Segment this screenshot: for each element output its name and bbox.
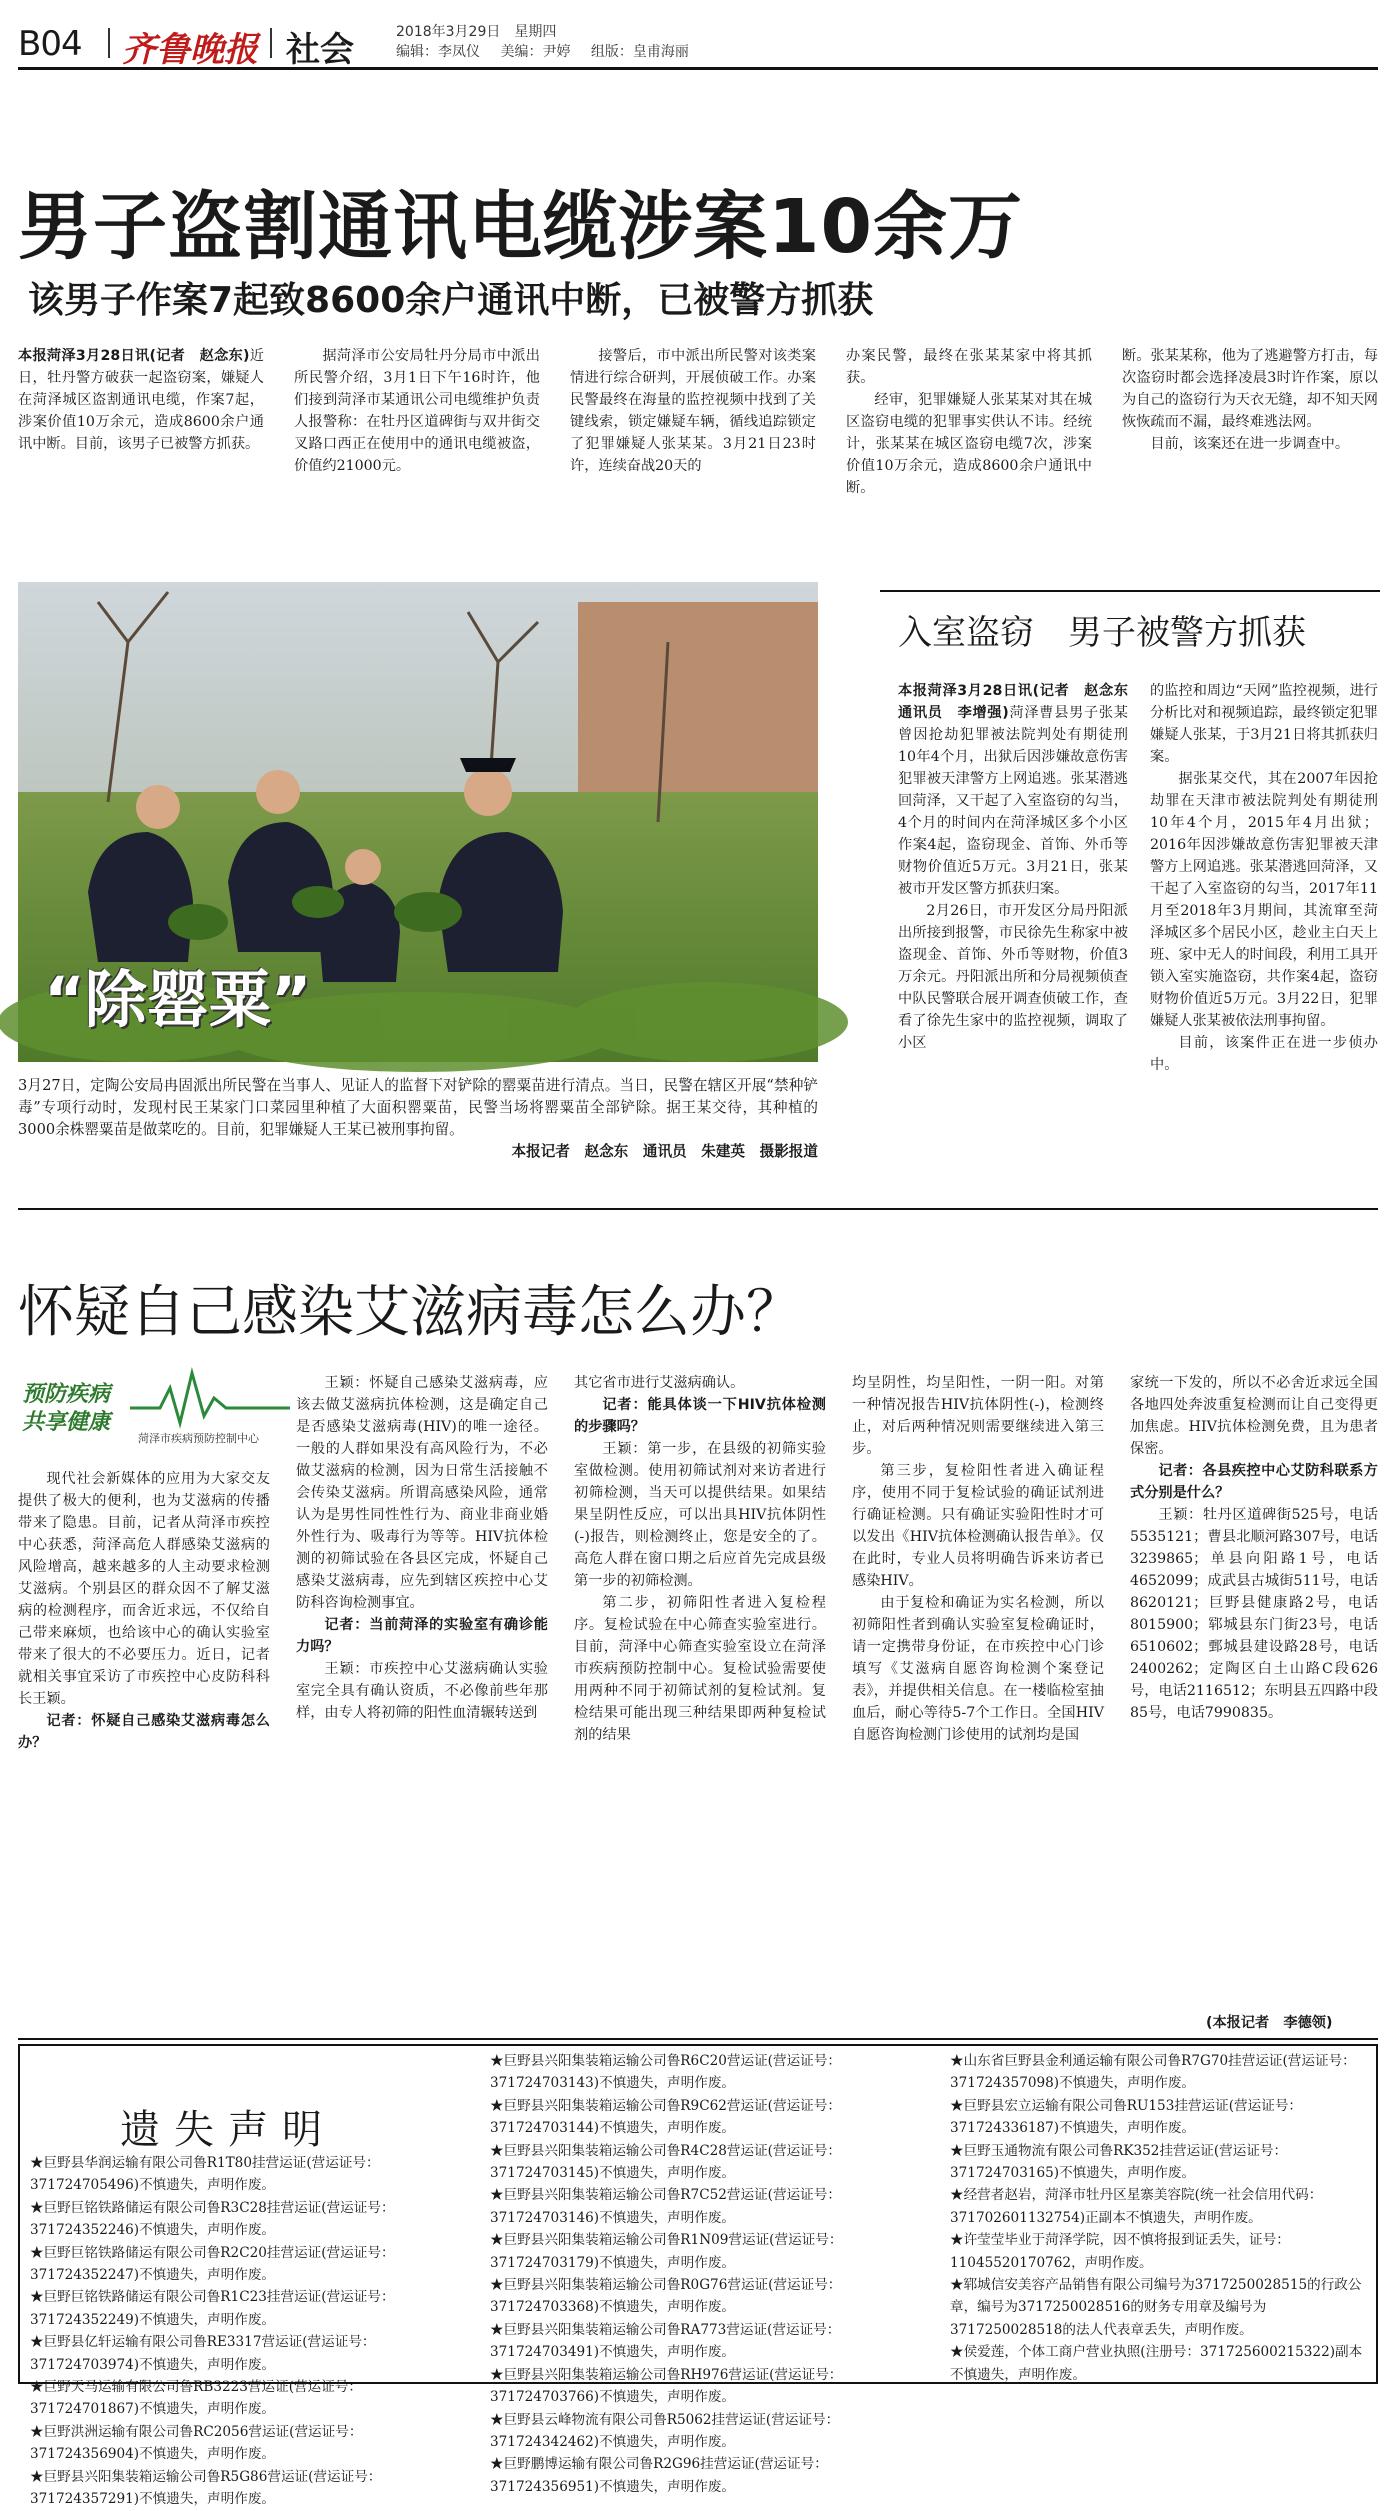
page-number: B04 <box>18 24 82 64</box>
story3-text: 其它省市进行艾滋病确认。 <box>574 1375 745 1391</box>
lost-notice-item: ★郓城信安美容产品销售有限公司编号为371725002851​5的行政公章，编号为371725002851​6的财务专用章及编号为371725002851​8的法人代表章丢失，声明作废。 <box>950 2277 1362 2338</box>
story1-byline: 本报菏泽3月28日讯(记者 赵念东) <box>18 348 250 364</box>
story1-column-2 <box>294 345 540 477</box>
lost-notice-item: ★许莹莹毕业于菏泽学院，因不慎将报到证丢失，证号：11045520170762，声明作废。 <box>950 2232 1290 2271</box>
story1-column-3 <box>570 345 816 477</box>
lost-notice-item: ★巨野巨铭铁路储运有限公司鲁R3C28挂营运证(营运证号：371724352246)不慎遗失，声明作废。 <box>30 2199 395 2239</box>
lost-notices-column-2 <box>490 2050 920 2498</box>
caption-text: 3月27日，定陶公安局冉固派出所民警在当事人、见证人的监督下对铲除的罂粟苗进行清点。当日，民警在辖区开展“禁种铲毒”专项行动时，发现村民王某家门口菜园里种植了大面积罂粟苗，民警当场将罂粟苗全部铲除。据王某交待，其种植的3000余株罂粟苗是做菜吃的。目前，犯罪嫌疑人王某已被刑事拘留。 <box>18 1077 818 1138</box>
story2-byline: 本报菏泽3月28日讯(记者 赵念东 通讯员 李增强) <box>898 683 1143 721</box>
story2-column-1 <box>898 680 1143 1054</box>
lost-notices-column-1 <box>30 2152 460 2511</box>
art-credit: 美编：尹婷 <box>500 44 571 60</box>
story2-column-2 <box>1150 680 1378 1076</box>
photo-caption <box>18 1075 818 1163</box>
masthead <box>18 20 1378 70</box>
story3-text: 王颖：怀疑自己感染艾滋病毒，应该去做艾滋病抗体检测，这是确定自己是否感染艾滋病毒(HIV)的唯一途径。一般的人群如果没有高风险行为，不必做艾滋病的检测，因为日常生活接触不会传染艾滋病。所谓高感染风险，通常认为是男性同性性行为、商业非商业婚外性行为、吸毒行为等等。HIV抗体检测的初筛试验在各县区完成，怀疑自己感染艾滋病毒，应先到辖区疾控中心艾防科咨询检测事宜。 <box>296 1375 548 1611</box>
heartbeat-icon <box>130 1368 290 1428</box>
story1-text: 断。张某某称，他为了逃避警方打击，每次盗窃时都会选择凌晨3时许作案，原以为自己的盗窃行为天衣无缝，却不知天网恢恢疏而不漏，最终难逃法网。 <box>1122 348 1378 430</box>
reporter-question: 记者：当前菏泽的实验室有确诊能力吗？ <box>296 1617 548 1655</box>
story3-column-2 <box>296 1372 548 1724</box>
story3-text: 王颖：市疾控中心艾滋病确认实验室完全具有确认资质，不必像前些年那样，由专人将初筛的阳性血清辗转送到 <box>296 1661 548 1721</box>
reporter-question: 记者：各县疾控中心艾防科联系方式分别是什么？ <box>1130 1463 1378 1501</box>
cdc-logo <box>18 1362 298 1462</box>
lost-notice-item: ★巨野洪洲运输有限公司鲁RC2056营运证(营运证号：371724356904)不慎遗失，声明作废。 <box>30 2423 363 2463</box>
story1-text: 目前，该案还在进一步调查中。 <box>1150 436 1350 452</box>
lost-notice-item: ★经营者赵岩，菏泽市牡丹区星寨美容院(统一社会信用代码：371702601132754)正副本不慎遗失，声明作废。 <box>950 2187 1323 2226</box>
lost-notices-column-3 <box>950 2050 1368 2386</box>
story3-column-3 <box>574 1372 826 1746</box>
lost-notice-item: ★巨野天马运输有限公司鲁RB3223营运证(营运证号：371724701867)不慎遗失，声明作废。 <box>30 2379 362 2418</box>
lost-notice-item: ★巨野县兴阳集装箱运输公司鲁RH976营运证(营运证号：371724703766)不慎遗失，声明作废。 <box>490 2366 843 2406</box>
story3-text: 第二步，初筛阳性者进入复检程序。复检试验在中心筛查实验室进行。目前，菏泽中心筛查实验室设立在菏泽市疾病预防控制中心。复检试验需要使用两种不同于初筛试剂的复检试剂。复检结果可能出现三种结果即两种复检试剂的结果 <box>574 1595 826 1743</box>
story3-text: 第三步，复检阳性者进入确证程序，使用不同于复检试验的确证试剂进行确证检测。只有确证实验阳性时才可以发出《HIV抗体检测确认报告单》。仅在此时，专业人员将明确告诉来访者已感染HIV。 <box>852 1463 1104 1589</box>
photo-credit: 本报记者 赵念东 通讯员 朱建英 摄影报道 <box>511 1143 818 1160</box>
story3-credit: (本报记者 李德领) <box>1206 2015 1333 2031</box>
story3-column-5 <box>1130 1372 1378 1724</box>
story1-text: 经审，犯罪嫌疑人张某某对其在城区盗窃电缆的犯罪事实供认不讳。经统计，张某某在城区盗窃电缆7次，涉案价值10万余元，造成8600余户通讯中断。 <box>846 392 1092 496</box>
lost-notice-item: ★巨野县华润运输有限公司鲁R1T80挂营运证(营运证号：371724705496)不慎遗失，声明作废。 <box>30 2155 380 2194</box>
lost-notice-item: ★巨野县兴阳集装箱运输公司鲁R9C62营运证(营运证号：371724703144)不慎遗失，声明作废。 <box>490 2097 841 2137</box>
masthead-divider <box>270 28 272 58</box>
issue-date: 2018年3月29日 星期四 <box>396 24 557 40</box>
story1-subhead: 该男子作案7起致8600余户通讯中断，已被警方抓获 <box>28 280 874 321</box>
lost-notice-item: ★巨野县宏立运输有限公司鲁RU153挂营运证(营运证号：371724336187)不慎遗失，声明作废。 <box>950 2097 1303 2137</box>
story2-text: 的监控和周边“天网”监控视频，进行分析比对和视频追踪，最终锁定犯罪嫌疑人张某，于3月21日将其抓获归案。 <box>1150 683 1378 765</box>
story3-column-4 <box>852 1372 1104 1746</box>
story1-text: 办案民警，最终在张某某家中将其抓获。 <box>846 348 1092 386</box>
story3-text: 由于复检和确证为实名检测，所以初筛阳性者到确认实验室复检确证时，请一定携带身份证，在市疾控中心门诊填写《艾滋病自愿咨询检测个案登记表》，并提供相关信息。在一楼临检室抽血后，耐心等待5-7个工作日。全国HIV自愿咨询检测门诊使用的试剂均是国 <box>852 1595 1104 1743</box>
story1-column-1 <box>18 345 264 455</box>
story3-text: 现代社会新媒体的应用为大家交友提供了极大的便利，也为艾滋病的传播带来了隐患。目前，记者从菏泽市疾控中心获悉，菏泽高危人群感染艾滋病的风险增高，越来越多的人主动要求检测艾滋病。个别县区的群众因不了解艾滋病的检测程序，而舍近求远，不仅给自己带来麻烦，也给该中心的确认实验室带来了很大的不必要压力。近日，记者就相关事宜采访了市疾控中心皮防科科长王颖。 <box>18 1471 270 1707</box>
photo-title: “除罂粟” <box>44 963 312 1036</box>
lost-notice-item: ★巨野鹏博运输有限公司鲁R2G96挂营运证(营运证号：371724356951)不慎遗失，声明作废。 <box>490 2456 828 2495</box>
lost-notice-item: ★巨野县兴阳集装箱运输公司鲁R6C20营运证(营运证号：371724703143)不慎遗失，声明作废。 <box>490 2053 841 2092</box>
lost-notice-item: ★巨野巨铭铁路储运有限公司鲁R2C20挂营运证(营运证号：371724352247)不慎遗失，声明作废。 <box>30 2244 395 2284</box>
story2-headline: 入室盗窃 男子被警方抓获 <box>898 613 1306 653</box>
story3-text: 家统一下发的，所以不必舍近求远全国各地四处奔波重复检测而让自己变得更加焦虑。HIV抗体检测免费，且为患者保密。 <box>1130 1375 1378 1457</box>
lost-notice-item: ★巨野巨铭铁路储运有限公司鲁R1C23挂营运证(营运证号：371724352249)不慎遗失，声明作废。 <box>30 2289 395 2328</box>
story3-text: 均呈阴性，均呈阳性，一阴一阳。对第一种情况报告HIV抗体阴性(-)，检测终止，对后两种情况则需要继续进入第三步。 <box>852 1375 1104 1457</box>
lost-notice-item: ★巨野县兴阳集装箱运输公司鲁R0G76营运证(营运证号：371724703368)不慎遗失，声明作废。 <box>490 2277 842 2316</box>
story1-text: 接警后，市中派出所民警对该类案情进行综合研判，开展侦破工作。办案民警最终在海量的监控视频中找到了关键线索，锁定嫌疑车辆，循线追踪锁定了犯罪嫌疑人张某某。3月21日23时许，连续奋战20天的 <box>570 348 816 474</box>
slogan-line: 共享健康 <box>22 1409 111 1435</box>
lost-notice-item: ★侯爱莲，个体工商户营业执照(注册号：371725600215322)副本不慎遗失，声明作废。 <box>950 2344 1363 2383</box>
lost-notice-item: ★巨野玉通物流有限公司鲁RK352挂营运证(营运证号：371724703165)不慎遗失，声明作废。 <box>950 2142 1288 2182</box>
story1-text: 近日，牡丹警方破获一起盗窃案，嫌疑人在菏泽城区盗割通讯电缆，作案7起，涉案价值10万余元，造成8600余户通讯中断。目前，该男子已被警方抓获。 <box>18 348 264 452</box>
lost-notice-item: ★巨野县亿轩运输有限公司鲁RE3317营运证(营运证号：371724703974)不慎遗失，声明作废。 <box>30 2334 376 2373</box>
layout-credit: 组版：皇甫海丽 <box>590 44 689 60</box>
section-rule <box>18 1208 1378 1210</box>
story2-text: 据张某交代，其在2007年因抢劫罪在天津市被法院判处有期徒刑10年4个月，2015年4月出狱；2016年因涉嫌故意伤害犯罪被天津警方上网追逃。张某潜逃回菏泽，又干起了入室盗窃的勾当，2017年11月至2018年3月期间，其流窜至菏泽城区多个居民小区，趁业主白天上班、家中无人的时间段，利用工具开锁入室实施盗窃，共作案4起，盗窃财物价值近5万元。3月22日，犯罪嫌疑人张某被依法刑事拘留。 <box>1150 771 1378 1029</box>
masthead-meta <box>396 22 705 62</box>
lost-notice-item: ★巨野县兴阳集装箱运输公司鲁R4C28营运证(营运证号：371724703145)不慎遗失，声明作废。 <box>490 2142 841 2182</box>
cdc-logo-slogan <box>22 1380 110 1436</box>
story1-text: 据菏泽市公安局牡丹分局市中派出所民警介绍，3月1日下午16时许，他们接到菏泽市某通讯公司电缆维护负责人报警称：在牡丹区道碑街与双井街交叉路口西正在使用中的通讯电缆被盗，价值约21000元。 <box>294 348 540 474</box>
lost-notice-item: ★巨野县兴阳集装箱运输公司鲁R1N09营运证(营运证号：371724703179)不慎遗失，声明作废。 <box>490 2232 843 2271</box>
story2-text: 目前，该案件正在进一步侦办中。 <box>1150 1035 1378 1073</box>
side-story-rule <box>880 590 1380 592</box>
paper-logo: 齐鲁晚报 <box>122 30 258 70</box>
story3-headline: 怀疑自己感染艾滋病毒怎么办？ <box>18 1280 802 1345</box>
story2-text: 2月26日，市开发区分局丹阳派出所接到报警，市民徐先生称家中被盗现金、首饰、外币等财物，价值3万余元。丹阳派出所和分局视频侦查中队民警联合展开调查侦破工作，查看了徐先生家中的监控视频，调取了小区 <box>898 903 1128 1051</box>
staff-credits <box>396 42 705 62</box>
story1-column-5 <box>1122 345 1378 455</box>
lost-notice-item: ★巨野县兴阳集装箱运输公司鲁R5G86营运证(营运证号：371724357291)不慎遗失，声明作废。 <box>30 2468 382 2508</box>
section-name: 社会 <box>286 30 354 70</box>
lost-notice-item: ★巨野县兴阳集装箱运输公司鲁RA773营运证(营运证号：371724703491)不慎遗失，声明作废。 <box>490 2321 841 2361</box>
reporter-question: 记者：怀疑自己感染艾滋病毒怎么办？ <box>18 1713 270 1751</box>
story3-column-1 <box>18 1468 270 1754</box>
lost-notice-item: ★山东省巨野县金利通运输有限公司鲁R7G70挂营运证(营运证号：371724357098)不慎遗失，声明作废。 <box>950 2053 1356 2092</box>
story3-text: 王颖：第一步，在县级的初筛实验室做检测。使用初筛试剂对来访者进行初筛检测，当天可以提供结果。如果结果呈阴性反应，可以出具HIV抗体阴性(-)报告，则检测终止，您是安全的了。高危人群在窗口期之后应首先完成县级第一步的初筛检测。 <box>574 1441 826 1589</box>
lost-notices-title: 遗失声明 <box>120 2107 336 2153</box>
lost-notice-item: ★巨野县云峰物流有限公司鲁R5062挂营运证(营运证号：371724342462)不慎遗失，声明作废。 <box>490 2411 840 2450</box>
editor-credit: 编辑：李凤仪 <box>396 44 480 60</box>
slogan-line: 预防疾病 <box>22 1381 111 1407</box>
story1-column-4 <box>846 345 1092 499</box>
reporter-question: 记者：能具体谈一下HIV抗体检测的步骤吗？ <box>574 1397 826 1435</box>
cdc-logo-name: 菏泽市疾病预防控制中心 <box>138 1432 259 1445</box>
story3-text: 王颖：牡丹区道碑街525号，电话5535121；曹县北顺河路307号，电话3239865；单县向阳路1号，电话4652099；成武县古城街511号，电话8620121；巨野县健康路2号，电话8015900；郓城县东门街23号，电话6510602；鄄城县建设路28号，电话2400262；定陶区白土山路C段626号，电话2116512；东明县五四路中段85号，电话7990835。 <box>1130 1507 1378 1721</box>
story2-text: 菏泽曹县男子张某曾因抢劫犯罪被法院判处有期徒刑10年4个月，出狱后因涉嫌故意伤害犯罪被天津警方上网追逃。张某潜逃回菏泽，又干起了入室盗窃的勾当，4个月的时间内在菏泽城区多个小区作案4起，盗窃现金、首饰、外币等财物价值近5万元。3月21日，张某被市开发区警方抓获归案。 <box>898 705 1128 897</box>
notices-rule <box>18 2038 1378 2040</box>
story1-headline: 男子盗割通讯电缆涉案10余万 <box>18 184 1023 270</box>
masthead-divider <box>108 28 110 58</box>
lost-notice-item: ★巨野县兴阳集装箱运输公司鲁R7C52营运证(营运证号：371724703146)不慎遗失，声明作废。 <box>490 2187 841 2226</box>
